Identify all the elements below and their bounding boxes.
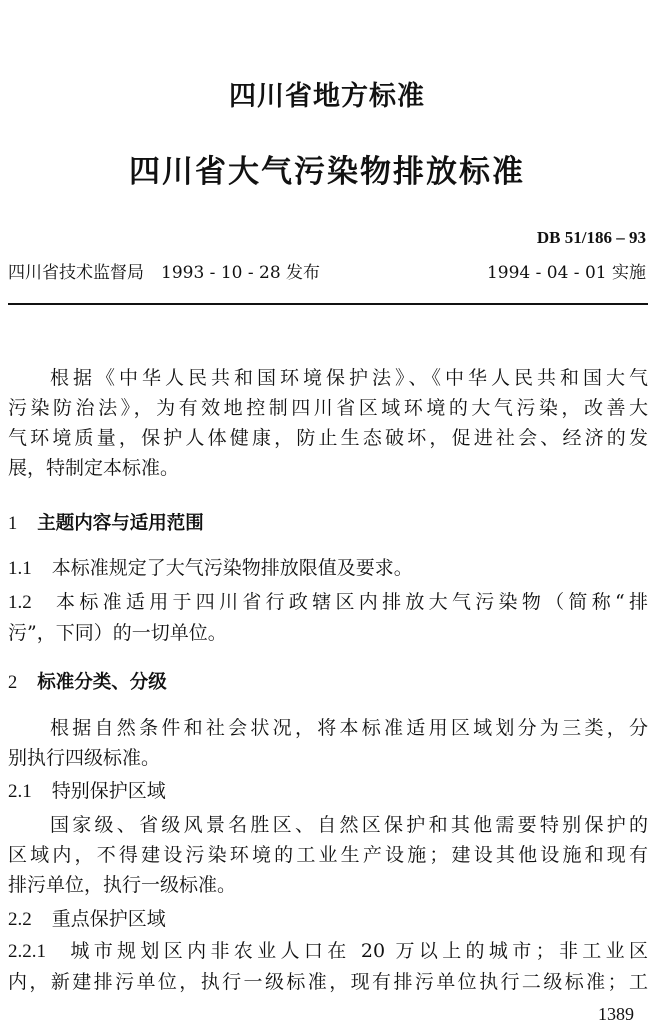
- clause-2-1-paragraph: [8, 810, 648, 900]
- clause-2-1-heading: [8, 776, 648, 807]
- standard-category: 四川省地方标准: [229, 81, 425, 112]
- clause-number: 2.2: [8, 909, 32, 930]
- section-number: 2: [8, 673, 18, 693]
- intro-line: 展，特制定本标准。: [8, 457, 180, 479]
- clause-title: 重点保护区域: [51, 908, 166, 930]
- paragraph-line: 根据自然条件和社会状况，将本标准适用区域划分为三类，分: [50, 717, 648, 739]
- clause-2-2-1: [8, 936, 648, 997]
- document-title: 四川省大气污染物排放标准: [129, 154, 525, 190]
- paragraph-line: 排污单位，执行一级标准。: [8, 874, 237, 896]
- clause-number: 1.2: [8, 592, 32, 613]
- clause-1-2: [8, 587, 648, 648]
- page-number: 1389: [598, 1004, 634, 1024]
- paragraph-line: 区域内，不得建设污染环境的工业生产设施；建设其他设施和现有: [8, 844, 648, 866]
- section-title: 主题内容与适用范围: [37, 513, 204, 534]
- clause-number: 2.2.1: [8, 941, 46, 962]
- section-title: 标准分类、分级: [37, 672, 167, 693]
- paragraph-line: 别执行四级标准。: [8, 747, 161, 769]
- clause-1-1: [8, 553, 648, 584]
- intro-paragraph: [8, 363, 648, 483]
- section-number: 1: [8, 514, 18, 534]
- clause-number: 2.1: [8, 781, 32, 802]
- intro-line: 根据《中华人民共和国环境保护法》、《中华人民共和国大气: [50, 367, 648, 389]
- clause-text: 污”，下同）的一切单位。: [8, 622, 227, 644]
- clause-text: 本标准规定了大气污染物排放限值及要求。: [51, 557, 413, 579]
- header-divider: [8, 303, 648, 305]
- section-2-heading: [8, 668, 167, 694]
- clause-text: 内，新建排污单位，执行一级标准，现有排污单位执行二级标准；工: [8, 971, 648, 993]
- section-2-paragraph: [8, 713, 648, 773]
- clause-number: 1.1: [8, 558, 32, 579]
- standard-number: DB 51/186 – 93: [536, 228, 646, 247]
- clause-text: 城市规划区内非农业人口在 20 万以上的城市；非工业区: [66, 940, 648, 962]
- intro-line: 气环境质量，保护人体健康，防止生态破坏，促进社会、经济的发: [8, 427, 648, 449]
- clause-title: 特别保护区域: [51, 780, 166, 802]
- issuer-date: 四川省技术监督局 1993 - 10 - 28 发布: [8, 263, 321, 283]
- intro-line: 污染防治法》，为有效地控制四川省区域环境的大气污染，改善大: [8, 397, 648, 419]
- implementation-date: 1994 - 04 - 01 实施: [486, 263, 646, 283]
- paragraph-line: 国家级、省级风景名胜区、自然区保护和其他需要特别保护的: [50, 814, 648, 836]
- section-1-heading: [8, 509, 204, 535]
- clause-2-2-heading: [8, 904, 648, 935]
- clause-text: 本标准适用于四川省行政辖区内排放大气污染物（简称“排: [51, 591, 648, 613]
